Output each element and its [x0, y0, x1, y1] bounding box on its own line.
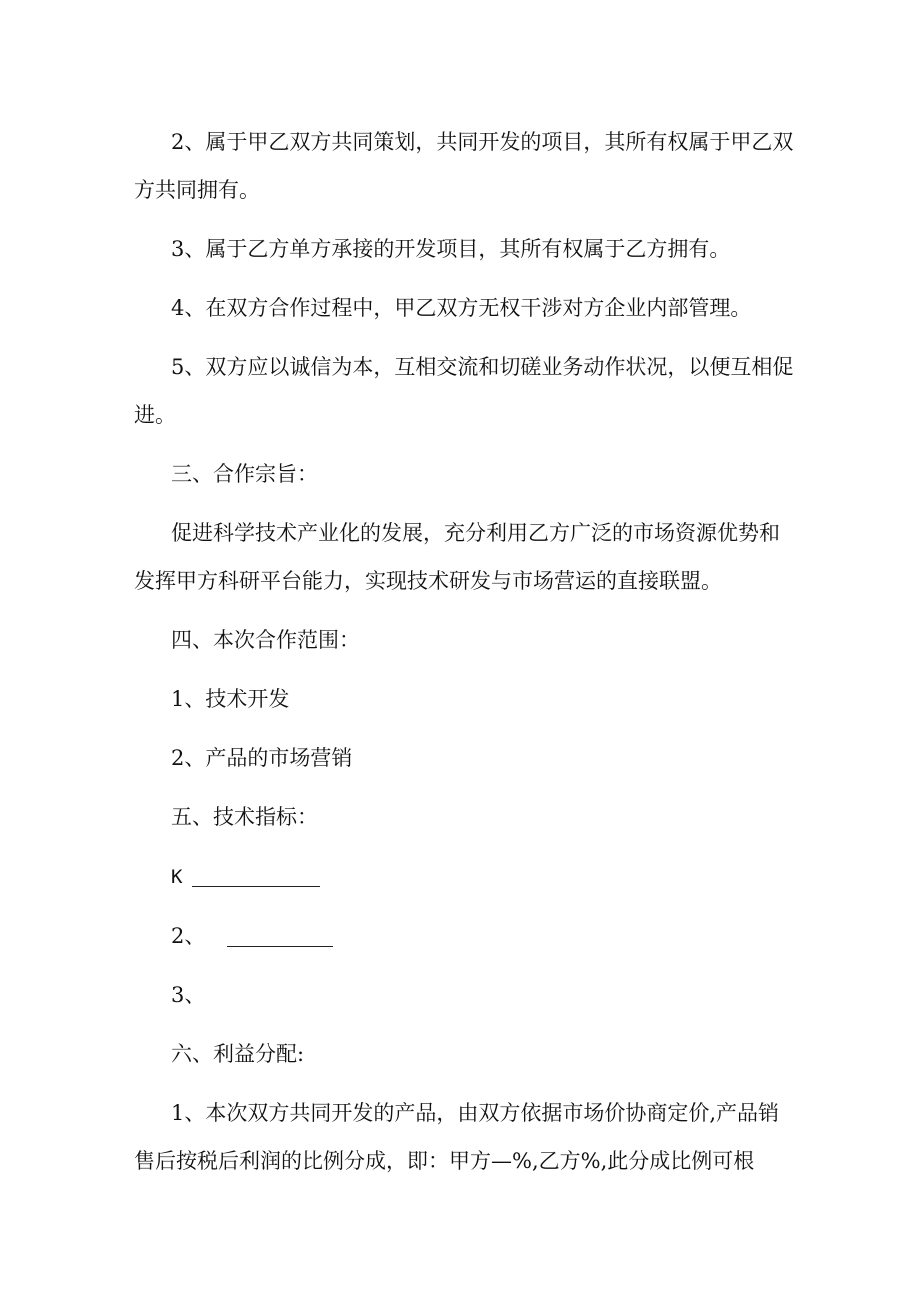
tech-indicator-2-label: 2、: [171, 924, 206, 948]
tech-indicator-1-label: K: [171, 866, 183, 888]
clause-3-ownership-party-b: 3、属于乙方单方承接的开发项目，其所有权属于乙方拥有。: [171, 237, 731, 261]
clause-2-ownership-joint: 2、属于甲乙双方共同策划，共同开发的项目，其所有权属于甲乙双方共同拥有。: [134, 130, 794, 202]
clause-4-no-interference: 4、在双方合作过程中，甲乙双方无权干涉对方企业内部管理。: [171, 296, 752, 320]
tech-indicator-3: 3、: [171, 983, 206, 1007]
tech-indicator-2-blank: [227, 924, 333, 947]
section-3-body: 促进科学技术产业化的发展，充分利用乙方广泛的市场资源优势和发挥甲方科研平台能力，实现技术研发与市场营运的直接联盟。: [134, 521, 780, 593]
scope-item-1: 1、技术开发: [171, 687, 290, 711]
tech-indicator-1: [134, 852, 794, 901]
section-4-heading: 四、本次合作范围：: [171, 628, 360, 652]
profit-clause-1: 1、本次双方共同开发的产品，由双方依据市场价协商定价,产品销售后按税后利润的比例分成，即：甲方—%,乙方%,此分成比例可根: [134, 1101, 780, 1173]
tech-indicator-2: [134, 912, 794, 960]
document-body: [134, 118, 794, 1196]
section-6-heading: 六、利益分配:: [171, 1042, 305, 1066]
tech-indicator-1-blank: [192, 864, 320, 887]
section-5-heading: 五、技术指标：: [171, 805, 318, 829]
clause-5-good-faith: 5、双方应以诚信为本，互相交流和切磋业务动作状况，以便互相促进。: [134, 355, 794, 427]
section-3-heading: 三、合作宗旨：: [171, 462, 318, 486]
scope-item-2: 2、产品的市场营销: [171, 746, 353, 770]
